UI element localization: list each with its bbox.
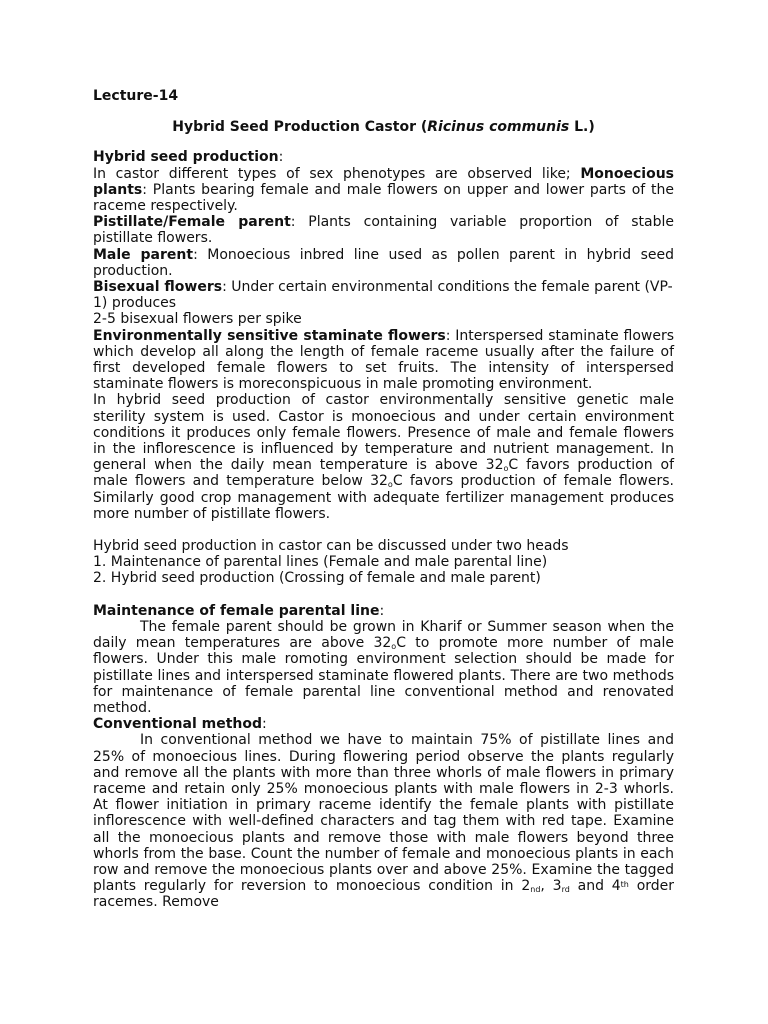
list-item: 2. Hybrid seed production (Crossing of female and male parent) xyxy=(93,570,541,587)
ordinal-suffix: th xyxy=(620,880,629,890)
paragraph-sterility-system xyxy=(93,392,674,522)
definition-pistillate: : Plants containing variable proportion of stable pistillate flowers. xyxy=(93,214,674,247)
paragraph-female-maintenance xyxy=(93,619,674,716)
lecture-label: Lecture-14 xyxy=(93,88,179,104)
paragraph-bisexual-count: 2-5 bisexual flowers per spike xyxy=(93,311,302,328)
degree-subscript: o xyxy=(387,480,393,490)
text-segment: C favors production of female flowers. Similarly good crop management with adequate fertilizer management produces more number of pistillate flowers. xyxy=(93,473,675,522)
term-staminate: Environmentally sensitive staminate flowers xyxy=(93,327,446,344)
title-suffix: L.) xyxy=(569,119,595,136)
title-species: Ricinus communis xyxy=(427,119,570,136)
document-body xyxy=(93,88,674,911)
term-male-parent: Male parent xyxy=(93,246,194,263)
heading-colon: : xyxy=(379,602,385,619)
list-item: 1. Maintenance of parental lines (Female and male parental line) xyxy=(93,554,548,571)
hybrid-heading-text: Hybrid seed production xyxy=(93,149,279,166)
heading-colon: : xyxy=(278,149,284,166)
conventional-heading-text: Conventional method xyxy=(93,716,263,733)
title-text: Hybrid Seed Production Castor ( xyxy=(172,119,428,136)
page-title xyxy=(93,119,674,135)
term-pistillate: Pistillate/Female parent xyxy=(93,214,291,231)
degree-subscript: o xyxy=(503,464,509,474)
text-segment: In hybrid seed production of castor environmentally sensitive genetic male sterility system is used. Castor is monoecious and under certain environment conditions it produces only female flowers. Presence of male and female flowers in the inflorescence is influenced by temperature and nutrient management. In general when the daily mean temperature is above 32 xyxy=(93,392,674,474)
definition-monoecious: : Plants bearing female and male flowers on upper and lower parts of the raceme respectively. xyxy=(93,181,674,215)
text-segment: C favors production of male flowers and temperature below 32 xyxy=(93,457,675,490)
paragraph-male-parent xyxy=(93,247,674,279)
definition-staminate: : Interspersed staminate flowers which develop all along the length of female raceme usually after the failure of first developed female flowers to set fruits. The intensity of interspersed staminate flowers is moreconspicuous in male promoting environment. xyxy=(93,327,675,393)
conventional-heading xyxy=(93,716,674,732)
text-segment: In conventional method we have to maintain 75% of pistillate lines and 25% of monoecious lines. During flowering period observe the plants regularly and remove all the plants with more than three whorls of male flowers in primary raceme and retain only 25% monoecious plants with male flowers in 2-3 whorls. At flower initiation in primary raceme identify the female plants with pistillate inflorescence with well-defined characters and tag them with red tape. Examine all the monoecious plants and remove those with male flowers beyond three whorls from the base. Count the number of female and monoecious plants in each row and remove the monoecious plants over and above 25%. Examine the tagged plants regularly for reversion to monoecious condition in 2 xyxy=(93,732,674,895)
degree-subscript: o xyxy=(391,642,397,652)
term-bisexual: Bisexual flowers xyxy=(93,279,223,296)
definition-male-parent: : Monoecious inbred line used as pollen parent in hybrid seed production. xyxy=(93,246,674,279)
paragraph-conventional-method xyxy=(93,732,674,910)
ordinal-suffix: nd xyxy=(530,885,541,895)
text-segment: order racemes. Remove xyxy=(93,878,675,911)
paragraph-bisexual xyxy=(93,279,674,311)
text-segment: C to promote more number of male flowers. Under this male romoting environment selection should be made for pistillate lines and interspersed staminate flowered plants. There are two methods for maintenance of female parental line conventional method and renovated method. xyxy=(93,635,675,716)
heads-intro: Hybrid seed production in castor can be discussed under two heads xyxy=(93,538,569,555)
text-segment: The female parent should be grown in Kharif or Summer season when the daily mean temperatures are above 32 xyxy=(93,618,674,652)
hybrid-heading xyxy=(93,149,674,165)
paragraph-monoecious xyxy=(93,166,674,215)
text-segment: and 4 xyxy=(569,878,621,895)
term-monoecious: Monoecious plants xyxy=(93,165,674,198)
text-segment: , 3 xyxy=(540,878,562,895)
female-heading xyxy=(93,603,674,619)
ordinal-suffix: rd xyxy=(561,885,570,895)
paragraph-spacer xyxy=(93,522,674,538)
paragraph-staminate xyxy=(93,328,674,393)
heading-colon: : xyxy=(262,716,267,733)
definition-bisexual: : Under certain environmental conditions the female parent (VP-1) produces xyxy=(93,279,673,312)
paragraph-spacer xyxy=(93,587,674,603)
paragraph-pistillate xyxy=(93,214,674,246)
paragraph-lead: In castor different types of sex phenotypes are observed like; xyxy=(93,165,581,182)
female-heading-text: Maintenance of female parental line xyxy=(93,602,380,619)
